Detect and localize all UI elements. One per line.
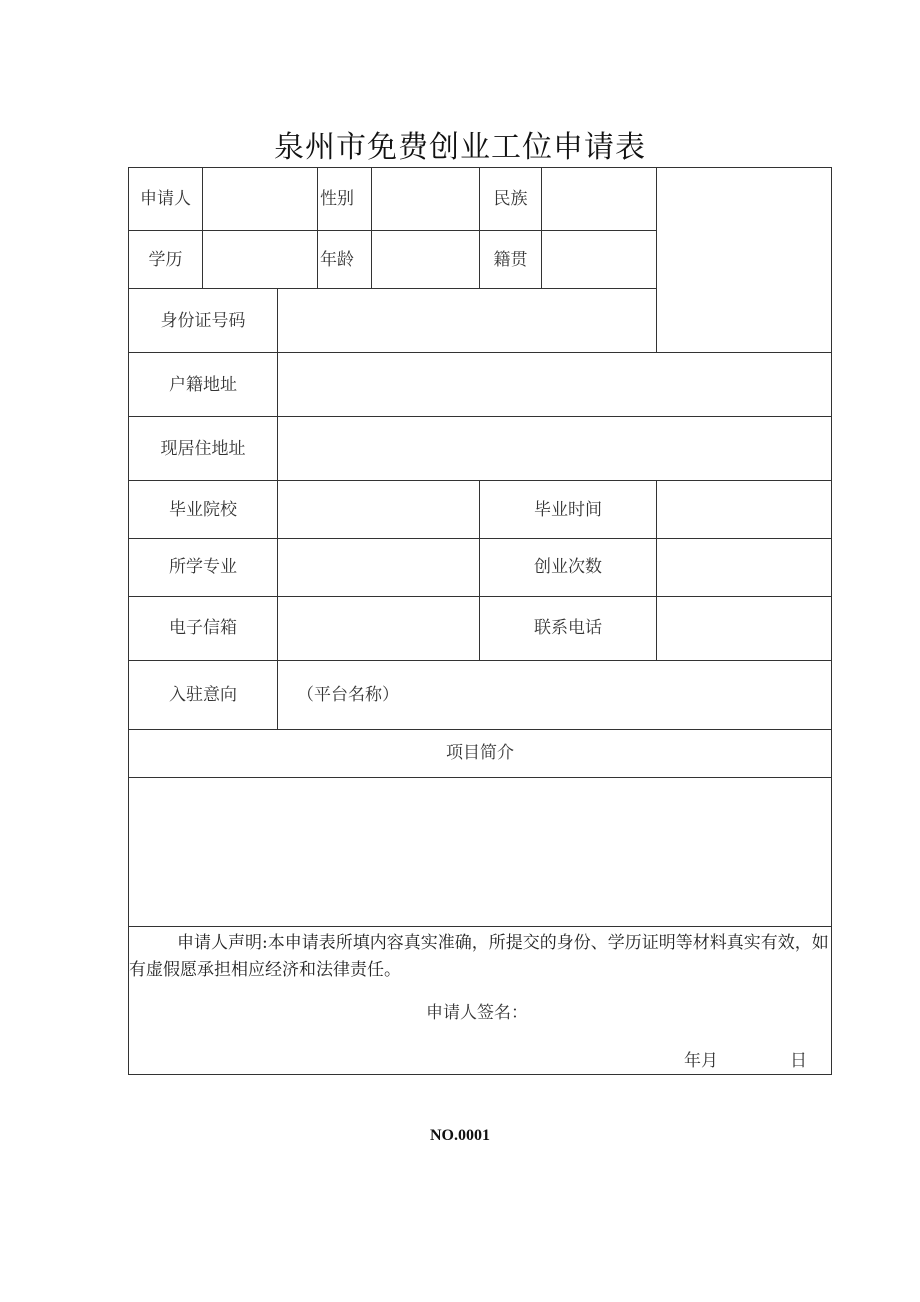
photo-box[interactable] (657, 168, 831, 352)
age-input[interactable] (372, 231, 479, 288)
phone-input[interactable] (657, 597, 831, 660)
applicant-declaration: 申请人声明:本申请表所填内容真实准确，所提交的身份、学历证明等材料真实有效，如有虚假愿承担相应经济和法律责任。 (129, 933, 829, 980)
date-year-month-label: 年月 (684, 1051, 718, 1071)
label-major: 所学专业 (169, 557, 237, 577)
project-intro-textarea[interactable] (129, 778, 831, 926)
label-graduate-school: 毕业院校 (169, 500, 237, 520)
startup-count-input[interactable] (657, 539, 831, 596)
label-education: 学历 (148, 250, 183, 270)
form-title: 泉州市免费创业工位申请表 (274, 130, 646, 165)
graduation-time-input[interactable] (657, 481, 831, 538)
label-startup-count: 创业次数 (534, 557, 602, 577)
platform-name-placeholder[interactable]: （平台名称） (297, 685, 399, 705)
applicant-input[interactable] (203, 168, 317, 230)
major-input[interactable] (278, 539, 479, 596)
label-ethnicity: 民族 (493, 189, 528, 209)
row-divider (128, 729, 832, 730)
row-divider (128, 660, 832, 661)
column-divider (317, 167, 318, 288)
label-id-number: 身份证号码 (160, 311, 246, 331)
native-place-input[interactable] (542, 231, 656, 288)
id-number-input[interactable] (278, 289, 656, 352)
date-day-label: 日 (790, 1051, 807, 1071)
current-address-input[interactable] (278, 417, 831, 480)
gender-input[interactable] (372, 168, 479, 230)
signature-label: 申请人签名： (426, 1003, 528, 1023)
label-phone: 联系电话 (534, 618, 602, 638)
label-gender: 性别 (320, 189, 354, 209)
label-native-place: 籍贯 (493, 250, 528, 270)
education-input[interactable] (203, 231, 317, 288)
label-email: 电子信箱 (169, 618, 237, 638)
signature-field[interactable] (530, 998, 730, 1028)
household-address-input[interactable] (278, 353, 831, 416)
label-settle-intent: 入驻意向 (169, 685, 237, 705)
label-project-intro: 项目简介 (446, 743, 514, 763)
ethnicity-input[interactable] (542, 168, 656, 230)
serial-number: NO.0001 (430, 1127, 490, 1144)
label-household-address: 户籍地址 (169, 375, 237, 395)
label-current-address: 现居住地址 (160, 439, 246, 459)
label-age: 年龄 (320, 250, 354, 270)
email-input[interactable] (278, 597, 479, 660)
row-divider (128, 926, 832, 927)
label-graduation-time: 毕业时间 (534, 500, 602, 520)
graduate-school-input[interactable] (278, 481, 479, 538)
label-applicant: 申请人 (140, 189, 191, 209)
